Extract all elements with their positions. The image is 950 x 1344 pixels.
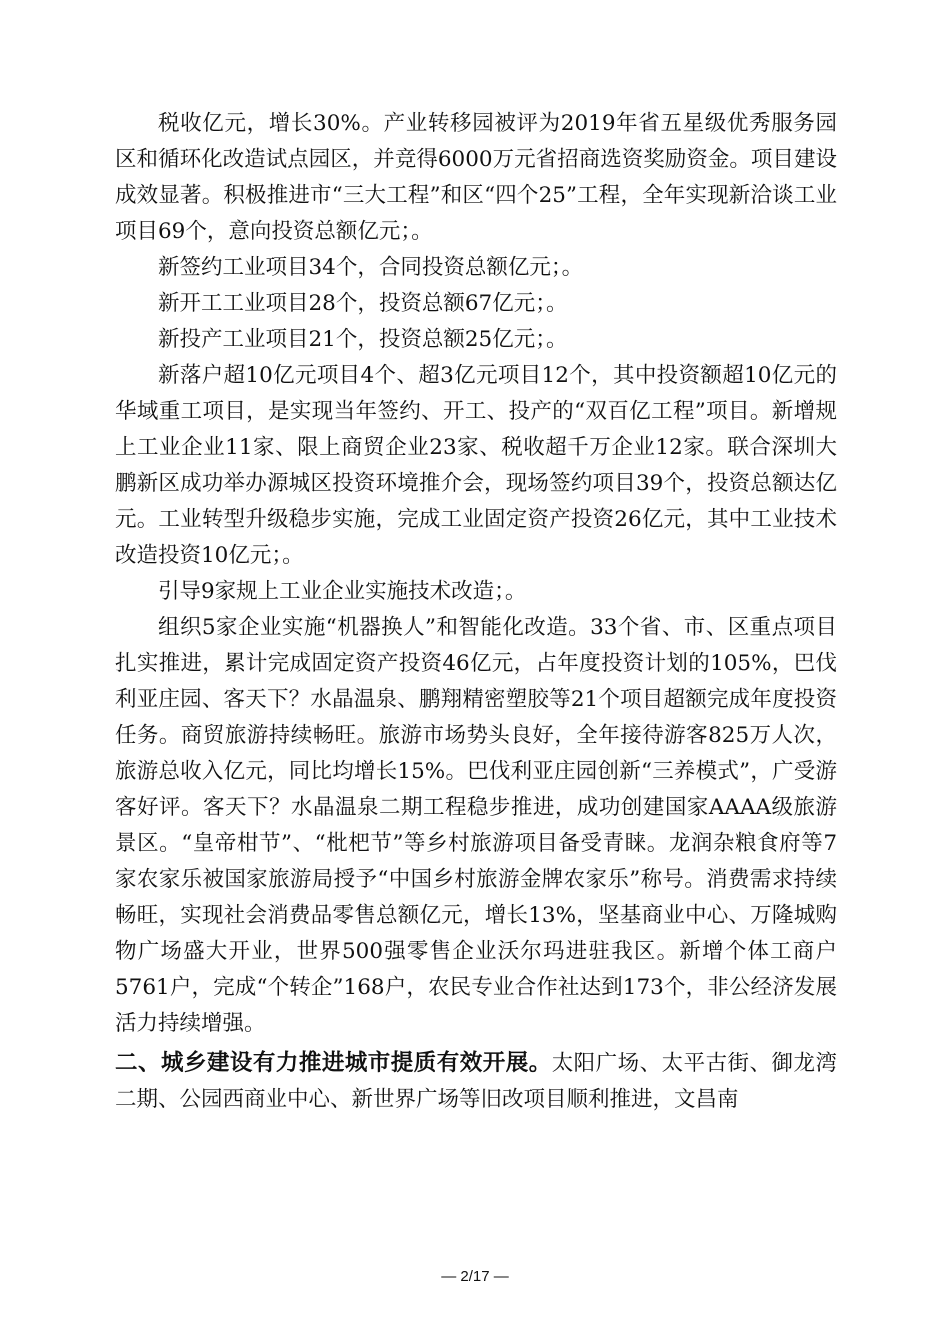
paragraph-tech-upgrade: 引导9家规上工业企业实施技术改造；。 <box>158 579 527 604</box>
section-text: 太阳广场、太平古街、御龙湾二期、公园西商业中心、新世界广场等旧改项目顺利推进，文昌南 <box>115 1051 837 1112</box>
paragraph-tourism-commerce: 组织5家企业实施“机器换人”和智能化改造。33个省、市、区重点项目扎实推进，累计完成固定资产投资46亿元，占年度投资计划的105%，巴伐利亚庄园、客天下？水晶温泉、鹏翔精密塑胶等21个项目超额完成年度投资任务。商贸旅游持续畅旺。旅游市场势头良好，全年接待游客825万人次，旅游总收入亿元，同比均增长15%。巴伐利亚庄园创新“三养模式”，广受游客好评。客天下？水晶温泉二期工程稳步推进，成功创建国家AAAA级旅游景区。“皇帝柑节”、“枇杷节”等乡村旅游项目备受青睐。龙润杂粮食府等7家农家乐被国家旅游局授予“中国乡村旅游金牌农家乐”称号。消费需求持续畅旺，实现社会消费品零售总额亿元，增长13%，坚基商业中心、万隆城购物广场盛大开业，世界500强零售企业沃尔玛进驻我区。新增个体工商户5761户，完成“个转企”168户，农民专业合作社达到173个，非公经济发展活力持续增强。 <box>115 615 837 1036</box>
section-heading: 二、城乡建设有力推进城市提质有效开展。 <box>115 1050 552 1076</box>
paragraph-new-settled-projects: 新落户超10亿元项目4个、超3亿元项目12个，其中投资额超10亿元的华域重工项目，是实现当年签约、开工、投产的“双百亿工程”项目。新增规上工业企业11家、限上商贸企业23家、税收超千万企业12家。联合深圳大鹏新区成功举办源城区投资环境推介会，现场签约项目39个，投资总额达亿元。工业转型升级稳步实施，完成工业固定资产投资26亿元，其中工业技术改造投资10亿元；。 <box>115 363 837 568</box>
paragraph-tax-revenue: 税收亿元，增长30%。产业转移园被评为2019年省五星级优秀服务园区和循环化改造试点园区，并竞得6000万元省招商选资奖励资金。项目建设成效显著。积极推进市“三大工程”和区“四个25”工程，全年实现新洽谈工业项目69个，意向投资总额亿元；。 <box>115 111 837 244</box>
section-two-paragraph <box>115 1045 837 1118</box>
paragraph-new-started-projects: 新开工工业项目28个，投资总额67亿元；。 <box>158 291 568 316</box>
page-number: — 2/17 — <box>441 1268 509 1285</box>
document-body <box>115 106 837 1118</box>
paragraph-new-signed-projects: 新签约工业项目34个，合同投资总额亿元；。 <box>158 255 584 280</box>
paragraph-new-production-projects: 新投产工业项目21个，投资总额25亿元；。 <box>158 327 568 352</box>
